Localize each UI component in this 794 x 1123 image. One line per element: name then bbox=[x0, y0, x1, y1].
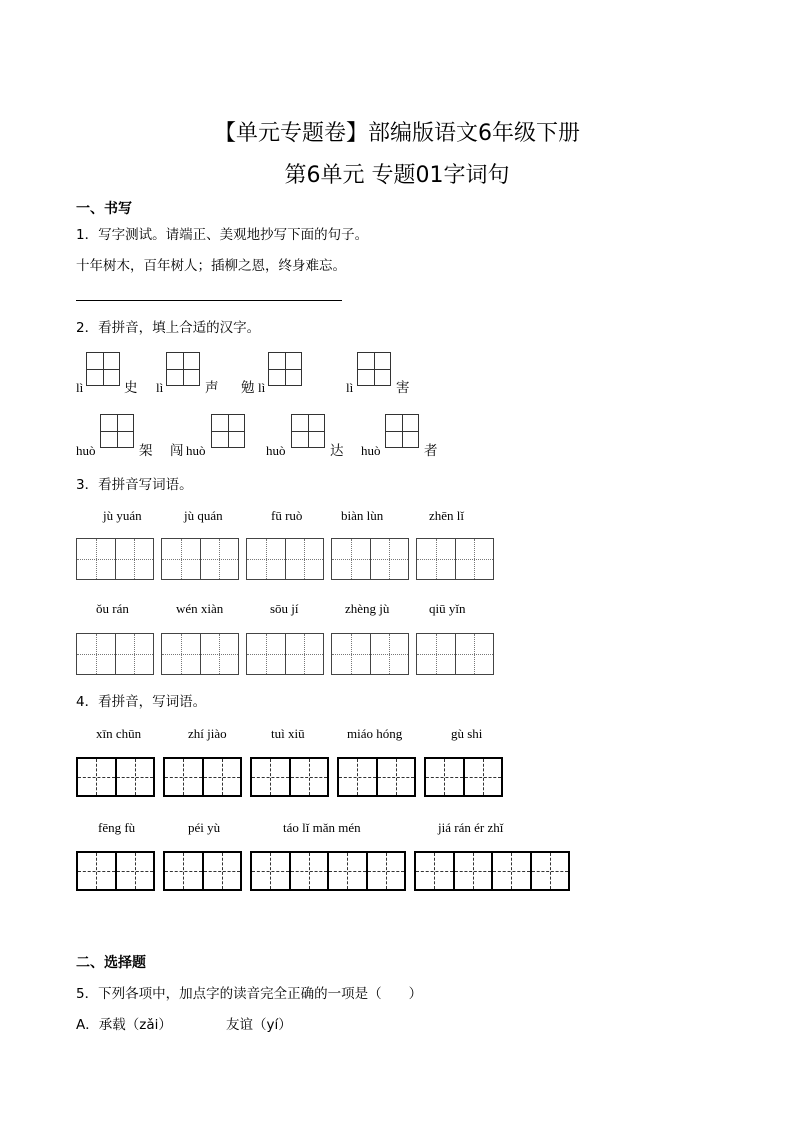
word-box[interactable] bbox=[246, 538, 324, 580]
question-3-prompt: 3．看拼音写词语。 bbox=[76, 477, 193, 493]
word-box[interactable] bbox=[416, 633, 494, 675]
q2-char-after: 架 bbox=[139, 443, 153, 459]
q2-char-after: 史 bbox=[124, 380, 138, 396]
q2-char-after: 害 bbox=[396, 380, 410, 396]
word-box[interactable] bbox=[414, 851, 570, 891]
option-a-item-1: A．承载（zǎi） bbox=[76, 1017, 172, 1033]
question-4-prompt: 4．看拼音，写词语。 bbox=[76, 694, 207, 710]
word-box[interactable] bbox=[161, 633, 239, 675]
answer-line[interactable] bbox=[76, 300, 342, 301]
character-grid[interactable] bbox=[86, 352, 120, 386]
word-box[interactable] bbox=[331, 633, 409, 675]
word-box[interactable] bbox=[331, 538, 409, 580]
character-grid[interactable] bbox=[291, 414, 325, 448]
q2-char-after: 声 bbox=[205, 380, 219, 396]
option-a-item-2: 友谊（yí） bbox=[226, 1017, 292, 1033]
q2-char-before: 勉 bbox=[241, 380, 255, 396]
word-box[interactable] bbox=[76, 538, 154, 580]
q4-pinyin: zhí jiào bbox=[188, 726, 227, 741]
q3-pinyin: ǒu rán bbox=[96, 601, 129, 616]
word-box[interactable] bbox=[163, 757, 242, 797]
q4-pinyin: fēng fù bbox=[98, 820, 136, 835]
character-grid[interactable] bbox=[357, 352, 391, 386]
section-heading-writing: 一、书写 bbox=[76, 201, 132, 217]
section-heading-multiple-choice: 二、选择题 bbox=[76, 955, 146, 971]
page-title: 【单元专题卷】部编版语文6年级下册 bbox=[214, 121, 580, 146]
q4-pinyin: péi yù bbox=[188, 820, 221, 835]
word-box[interactable] bbox=[424, 757, 503, 797]
word-box[interactable] bbox=[76, 757, 155, 797]
word-box[interactable] bbox=[161, 538, 239, 580]
question-5-prompt: 5．下列各项中，加点字的读音完全正确的一项是（ ） bbox=[76, 986, 423, 1002]
q2-pinyin: lì bbox=[346, 380, 354, 395]
q2-char-after: 达 bbox=[330, 443, 344, 459]
q3-pinyin: jù yuán bbox=[103, 508, 142, 523]
q3-pinyin: biàn lùn bbox=[341, 508, 384, 523]
q3-pinyin: zhēn lǐ bbox=[429, 508, 465, 523]
q4-pinyin: jiá rán ér zhǐ bbox=[438, 820, 504, 835]
q3-pinyin: qiū yǐn bbox=[429, 601, 466, 616]
word-box[interactable] bbox=[76, 633, 154, 675]
q4-pinyin: táo lǐ mǎn mén bbox=[283, 820, 361, 835]
q3-pinyin: wén xiàn bbox=[176, 601, 224, 616]
word-box[interactable] bbox=[250, 851, 406, 891]
word-box[interactable] bbox=[250, 757, 329, 797]
question-2-prompt: 2．看拼音，填上合适的汉字。 bbox=[76, 320, 261, 336]
character-grid[interactable] bbox=[211, 414, 245, 448]
q2-pinyin: lì bbox=[258, 380, 266, 395]
q2-pinyin: lì bbox=[76, 380, 84, 395]
q2-char-after: 者 bbox=[424, 443, 438, 459]
character-grid[interactable] bbox=[385, 414, 419, 448]
q2-pinyin: huò bbox=[266, 443, 286, 458]
character-grid[interactable] bbox=[100, 414, 134, 448]
word-box[interactable] bbox=[163, 851, 242, 891]
q3-pinyin: zhèng jù bbox=[345, 601, 390, 616]
q3-pinyin: jù quán bbox=[184, 508, 223, 523]
question-1-prompt: 1．写字测试。请端正、美观地抄写下面的句子。 bbox=[76, 227, 369, 243]
word-box[interactable] bbox=[76, 851, 155, 891]
character-grid[interactable] bbox=[268, 352, 302, 386]
q4-pinyin: miáo hóng bbox=[347, 726, 403, 741]
q2-pinyin: huò bbox=[76, 443, 96, 458]
character-grid[interactable] bbox=[166, 352, 200, 386]
question-1-sentence: 十年树木，百年树人；插柳之恩，终身难忘。 bbox=[76, 258, 346, 274]
q4-pinyin: gù shi bbox=[451, 726, 483, 741]
word-box[interactable] bbox=[246, 633, 324, 675]
word-box[interactable] bbox=[416, 538, 494, 580]
q4-pinyin: xīn chūn bbox=[96, 726, 142, 741]
q3-pinyin: sōu jí bbox=[270, 601, 299, 616]
q2-pinyin: huò bbox=[361, 443, 381, 458]
word-box[interactable] bbox=[337, 757, 416, 797]
q4-pinyin: tuì xiū bbox=[271, 726, 305, 741]
q2-pinyin: huò bbox=[186, 443, 206, 458]
q2-char-before: 闯 bbox=[170, 443, 184, 459]
q3-pinyin: fū ruò bbox=[271, 508, 303, 523]
q2-pinyin: lì bbox=[156, 380, 164, 395]
page-subtitle: 第6单元 专题01字词句 bbox=[284, 163, 510, 188]
